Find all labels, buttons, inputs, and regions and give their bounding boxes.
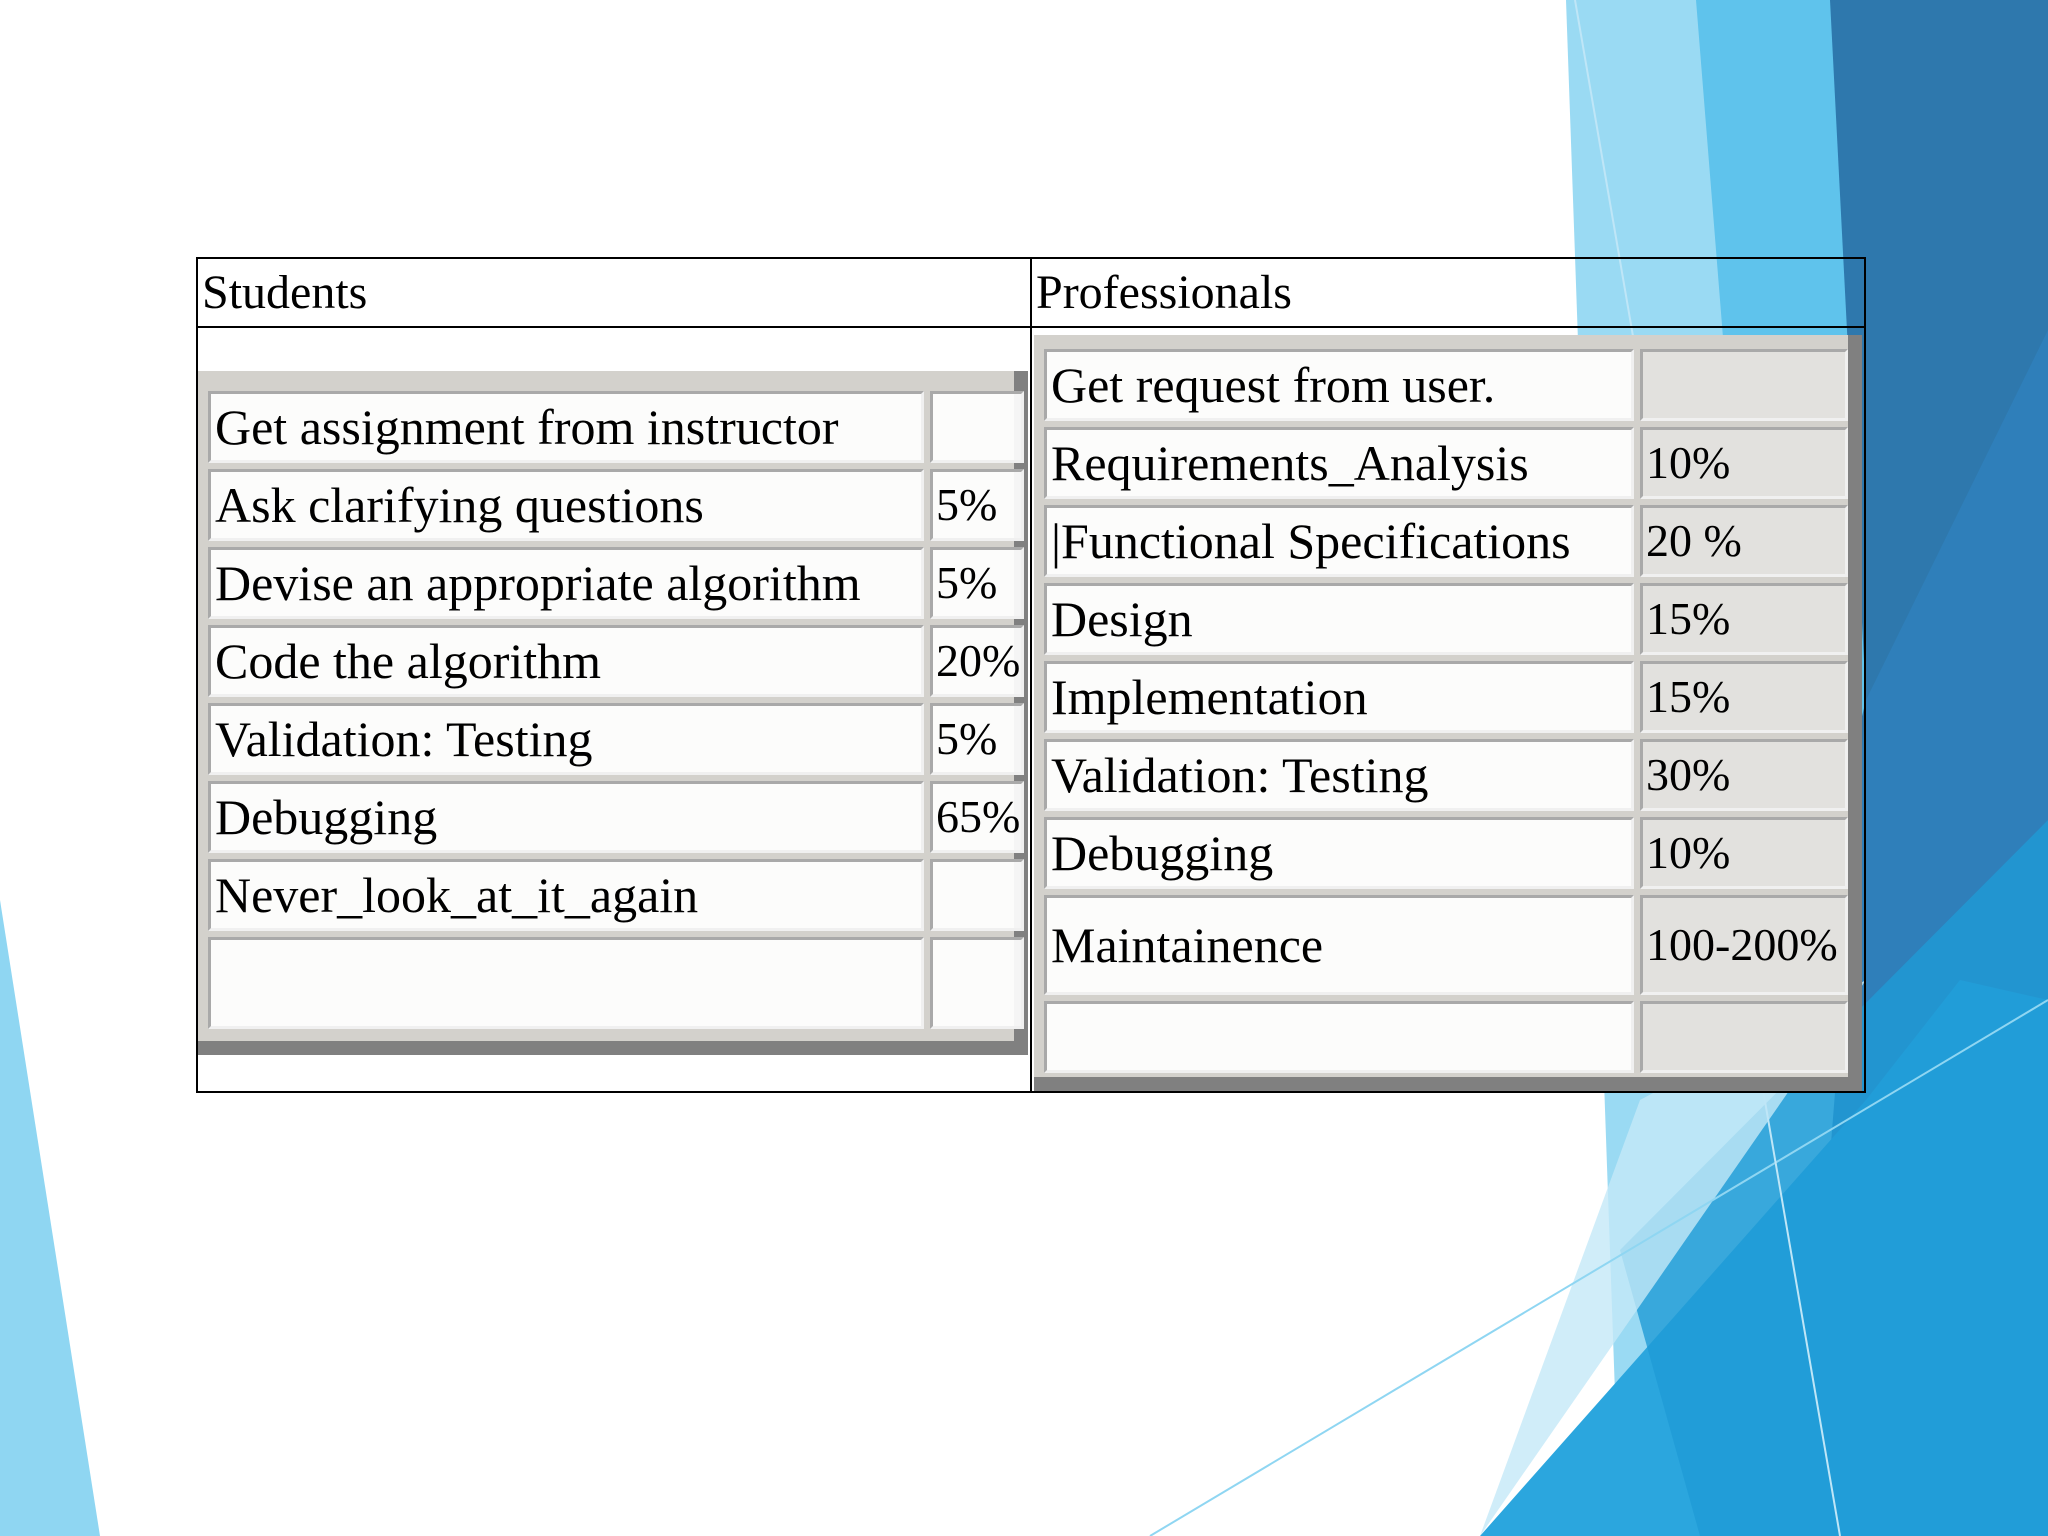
task-cell: Get request from user. <box>1044 349 1634 421</box>
percent-cell: 5% <box>930 469 1024 541</box>
table-row <box>1044 505 1848 577</box>
percent-cell: 65% <box>930 781 1024 853</box>
students-steps-table <box>198 371 1028 1055</box>
percent-cell <box>1640 349 1848 421</box>
table-row <box>1044 1001 1848 1073</box>
percent-cell <box>930 391 1024 463</box>
students-header: Students <box>202 266 368 319</box>
task-cell: Debugging <box>208 781 924 853</box>
table-row <box>1044 817 1848 889</box>
task-cell: Code the algorithm <box>208 625 924 697</box>
percent-cell: 10% <box>1640 817 1848 889</box>
percent-cell: 15% <box>1640 661 1848 733</box>
table-row <box>1044 427 1848 499</box>
percent-cell: 15% <box>1640 583 1848 655</box>
task-cell: Devise an appropriate algorithm <box>208 547 924 619</box>
professionals-header: Professionals <box>1036 266 1292 319</box>
percent-cell <box>930 937 1024 1029</box>
percent-cell <box>1640 1001 1848 1073</box>
task-cell: Validation: Testing <box>208 703 924 775</box>
header-divider <box>198 326 1864 328</box>
task-cell: Design <box>1044 583 1634 655</box>
table-row <box>208 469 1014 541</box>
percent-cell: 20 % <box>1640 505 1848 577</box>
table-row <box>1044 661 1848 733</box>
table-row <box>208 625 1021 697</box>
task-cell: Requirements_Analysis <box>1044 427 1634 499</box>
table-row <box>208 859 1014 931</box>
table-row <box>1044 739 1848 811</box>
percent-cell: 20% <box>930 625 1024 697</box>
percent-cell <box>930 859 1024 931</box>
task-cell <box>1044 1001 1634 1073</box>
comparison-table <box>196 257 1866 1093</box>
table-row <box>1044 583 1848 655</box>
column-divider <box>1030 259 1032 1091</box>
table-row <box>1044 349 1848 421</box>
task-cell: Never_look_at_it_again <box>208 859 924 931</box>
table-row <box>208 703 1014 775</box>
table-row <box>208 781 1021 853</box>
table-row <box>208 937 1014 1029</box>
task-cell: Implementation <box>1044 661 1634 733</box>
task-cell: Validation: Testing <box>1044 739 1634 811</box>
table-row <box>208 391 1014 463</box>
task-cell: Get assignment from instructor <box>208 391 924 463</box>
percent-cell: 5% <box>930 547 1024 619</box>
percent-cell: 100-200% <box>1640 895 1848 995</box>
table-row <box>1044 895 1848 995</box>
task-cell <box>208 937 924 1029</box>
percent-cell: 10% <box>1640 427 1848 499</box>
task-cell: |Functional Specifications <box>1044 505 1634 577</box>
task-cell: Maintainence <box>1044 895 1634 995</box>
percent-cell: 5% <box>930 703 1024 775</box>
percent-cell: 30% <box>1640 739 1848 811</box>
professionals-steps-table <box>1034 335 1862 1091</box>
task-cell: Ask clarifying questions <box>208 469 924 541</box>
task-cell: Debugging <box>1044 817 1634 889</box>
table-row <box>208 547 1014 619</box>
